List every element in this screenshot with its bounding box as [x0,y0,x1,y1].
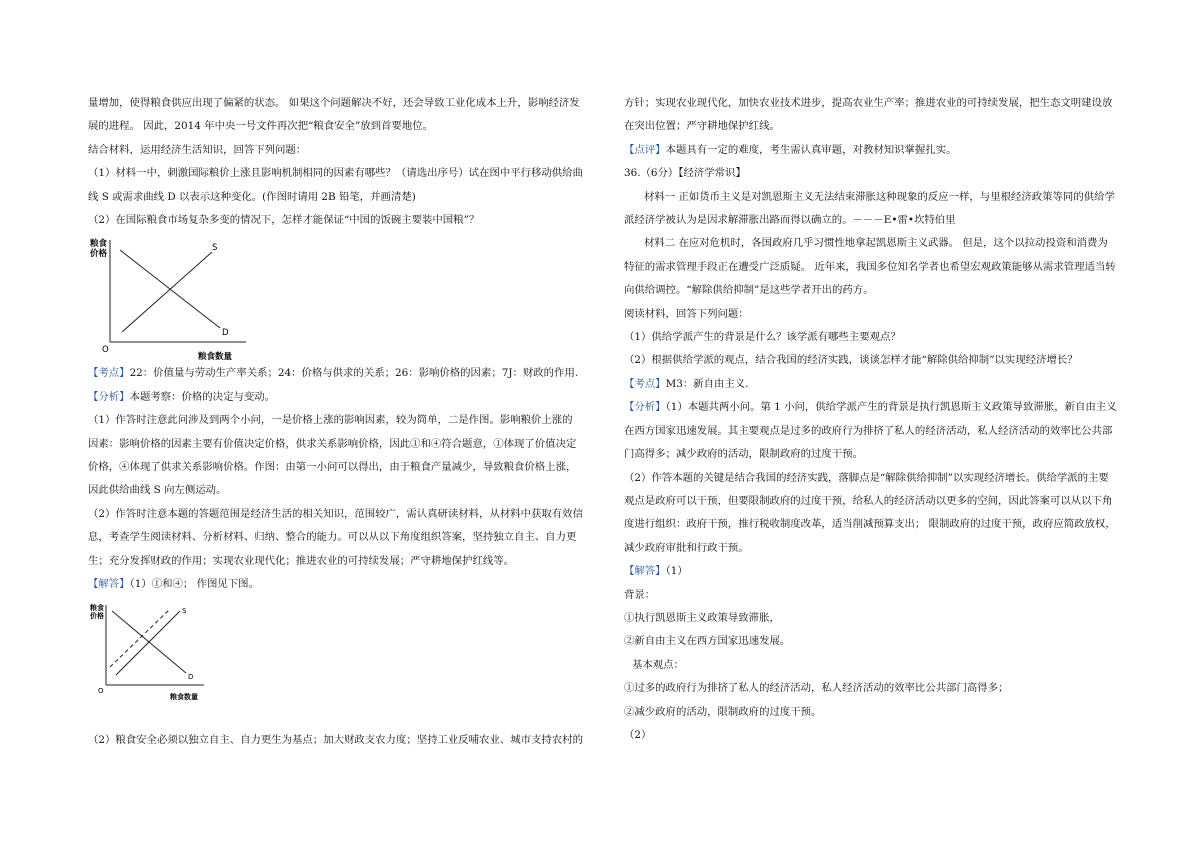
jieda-tag: 【解答】 [88,578,130,591]
left-column [88,92,600,752]
question-2: （2）根据供给学派的观点，结合我国的经济实践，谈谈怎样才能“解除供给抑制”以实现经济增长？ [624,354,1078,367]
figure-gap [88,701,600,729]
dianping-tag: 【点评】 [624,143,666,156]
kaodian-tag: 【考点】 [88,367,130,380]
material-line: 特征的需求管理手段正在遭受广泛质疑。 近年来，我国多位知名学者也希望宏观政策能够从需求管理适当转 [624,260,1116,273]
demand-curve [120,250,220,328]
text-line: （2）在国际粮食市场复杂多变的情况下，怎样才能保证“中国的饭碗主要装中国粮”？ [88,214,480,227]
material-line: 派经济学被认为是因求解滞胀出路而得以确立的。－－－E•雷•坎特伯里 [624,214,956,227]
text-line: 结合材料，运用经济生活知识，回答下列问题： [88,143,307,156]
chart-xlabel: 粮食数量 [198,352,233,363]
text-line: 在西方国家迅速发展。其主要观点是过多的政府行为排挤了私人的经济活动，私人经济活动的效率比公共部 [624,424,1113,437]
kaodian-section [88,362,600,385]
answer-line: ①过多的政府行为排挤了私人的经济活动，私人经济活动的效率比公共部门高得多； [624,682,1009,695]
jieda-section [624,560,1144,583]
kaodian-tag: 【考点】 [624,377,666,390]
fenxi-text: 本题考察：价格的决定与变动。 [129,390,276,403]
supply-curve [116,611,180,675]
chart-ylabel-line1: 粮食 [90,603,104,612]
answer-line: （2） [624,728,652,741]
right-column [624,92,1144,747]
supply-curve [122,252,212,332]
supply-demand-chart-svg [88,234,288,362]
answer-line: 基本观点： [632,658,684,671]
material-line: 向供给调控。“解除供给抑制”是这些学者开出的药方。 [624,284,874,297]
text-line: 生；充分发挥财政的作用；实现农业现代化；推进农业的可持续发展；严守耕地保护红线等。 [88,554,515,567]
shifted-supply-curve [110,609,170,667]
text-line: 因素：影响价格的因素主要有价值决定价格，供求关系影响价格，因此①和④符合题意，①体现了价值决定 [88,437,577,450]
answer-line: ②新自由主义在西方国家迅速发展。 [624,635,791,648]
kaodian-section [624,373,1144,396]
text-line: 门高得多；减少政府的活动，限制政府的过度干预。 [624,448,863,461]
chart-origin: O [98,686,104,695]
fenxi-section [624,396,1144,419]
text-line: 价格，④体现了供求关系影响价格。作图：由第一小问可以得出，由于粮食产量减少，导致粮食价格上涨， [88,461,577,474]
question-1: （1）供给学派产生的背景是什么？该学派有哪些主要观点？ [624,331,901,344]
answer-chart-svg [88,601,268,701]
jieda-text: （1） [665,565,688,578]
fenxi-tag: 【分析】 [624,401,666,414]
chart-ylabel-line2: 价格 [90,611,104,620]
text-line: （2）作答时注意本题的答题范围是经济生活的相关知识，范围较广，需认真研读材料，从材料中获取有效信 [88,507,583,520]
jieda-tag: 【解答】 [624,565,666,578]
dianping-text: 本题具有一定的难度，考生需认真审题，对教材知识掌握扎实。 [665,143,957,156]
question-36-heading: 36.（6分）【经济学常识】 [624,167,746,180]
text-line: 观点是政府可以干预，但要限制政府的过度干预，给私人的经济活动以更多的空间，因此答案可以从以下角 [624,494,1113,507]
chart-ylabel-line1: 粮食 [90,239,108,250]
demand-label: D [222,328,229,339]
fenxi-section [88,386,600,409]
material-line: 材料二 在应对危机时，各国政府几乎习惯性地拿起凯恩斯主义武器。 但是，这个以拉动投资和消费为 [644,237,1108,250]
demand-curve [112,611,186,673]
answer-line: ①执行凯恩斯主义政策导致滞胀， [624,611,780,624]
kaodian-text: 22：价值量与劳动生产率关系；24：价格与供求的关系；26：影响价格的因素；7J：财政的作用. [129,367,579,380]
material-line: 材料一 正如货币主义是对凯恩斯主义无法结束滞胀这种现象的反应一样，与里根经济政策等同的供给学 [644,190,1115,203]
jieda-section [88,573,600,596]
chart-xlabel: 粮食数量 [170,692,198,701]
text-line: （2）作答本题的关键是结合我国的经济实践，落脚点是“解除供给抑制”以实现经济增长。供给学派的主要 [624,471,1109,484]
text-line: 方针；实现农业现代化，加快农业技术进步，提高农业生产率；推进农业的可持续发展，把生态文明建设放 [624,97,1113,109]
chart-ylabel-line2: 价格 [90,249,108,260]
dianping-section [624,139,1144,162]
text-line: 减少政府审批和行政干预。 [624,541,749,554]
text-line: 度进行组织：政府干预，推行税收制度改革，适当削减预算支出； 限制政府的过度干预，政府应简政放权， [624,518,1116,531]
fenxi-text: （1）本题共两小问。第 1 小问，供给学派产生的背景是执行凯恩斯主义政策导致滞胀，新自由主义 [665,401,1117,414]
demand-label: D [188,672,194,681]
read-instruction: 阅读材料，回答下列问题： [624,307,749,320]
answer-chart [88,601,268,701]
kaodian-text: M3：新自由主义. [665,377,749,390]
supply-label: S [212,243,218,254]
supply-label: S [182,606,187,615]
text-line: 展的进程。 因此，2014 年中央一号文件再次把“粮食安全”放到首要地位。 [88,120,433,133]
text-line: 量增加，使得粮食供应出现了偏紧的状态。 如果这个问题解决不好，还会导致工业化成本上升，影响经济发 [88,97,580,109]
text-line: 在突出位置；严守耕地保护红线。 [624,120,780,133]
chart-origin: O [102,345,109,356]
answer-line: 背景： [624,588,656,601]
jieda-text: （1）①和④； 作图见下图。 [129,578,259,591]
text-line: （2）粮食安全必须以独立自主、自力更生为基点；加大财政支农力度；坚持工业反哺农业、城市支持农村的 [88,733,583,746]
text-line: 息，考查学生阅读材料、分析材料、归纳、整合的能力。可以从以下角度组织答案，坚持独立自主、自力更 [88,531,577,544]
supply-demand-chart [88,234,288,362]
fenxi-tag: 【分析】 [88,390,130,403]
answer-line: ②减少政府的活动，限制政府的过度干预。 [624,705,822,718]
text-line: （1）作答时注意此问涉及到两个小问，一是价格上涨的影响因素，较为简单，二是作图。影响粮价上涨的 [88,414,573,427]
text-line: 因此供给曲线 S 向左侧运动。 [88,484,227,497]
text-line: （1）材料一中，刺激国际粮价上涨且影响机制相同的因素有哪些？（请选出序号）试在图中平行移动供给曲 [88,167,583,180]
text-line: 线 S 或需求曲线 D 以表示这种变化。(作图时请用 2B 铅笔，并画清楚) [88,190,416,203]
